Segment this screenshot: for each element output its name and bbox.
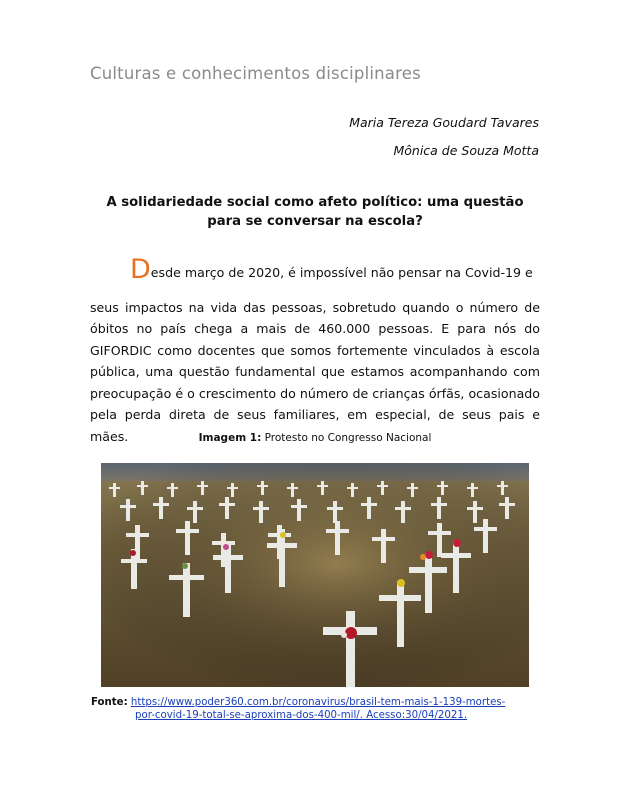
caption-label: Imagem 1: <box>198 432 262 444</box>
article-title-line-1: A solidariedade social como afeto político: uma questão <box>106 195 524 210</box>
first-paragraph-line <box>90 254 540 285</box>
paragraph-body: seus impactos na vida das pessoas, sobretudo quando o número de óbitos no país chega a mais de 460.000 pessoas. E para nós do GIFORDIC como docentes que somos fortemente vinculados à escola pública, uma questão fundamental que estamos acompanhando com preocupação é o crescimento do número de crianças órfãs, ocasionado pela perda direta de seus familiares, em especial, de seus pais e mães. <box>90 299 540 444</box>
article-title <box>90 193 540 231</box>
first-line-text: esde março de 2020, é impossível não pensar na Covid-19 e <box>150 265 533 280</box>
article-body <box>90 254 540 447</box>
author-2: Mônica de Souza Motta <box>393 143 539 158</box>
caption-text: Protesto no Congresso Nacional <box>264 432 432 444</box>
source-label: Fonte: <box>91 697 128 708</box>
article-title-line-2: para se conversar na escola? <box>207 214 423 229</box>
source-link[interactable]: https://www.poder360.com.br/coronavirus/brasil-tem-mais-1-139-mortes- <box>130 697 506 708</box>
author-1: Maria Tereza Goudard Tavares <box>349 115 539 130</box>
protest-photo <box>101 463 529 687</box>
figure-caption <box>0 432 630 444</box>
drop-cap: D <box>130 254 151 285</box>
figure-source <box>91 697 505 722</box>
section-title: Culturas e conhecimentos disciplinares <box>90 64 421 83</box>
source-link-continued[interactable]: por-covid-19-total-se-aproxima-dos-400-mil/. Acesso:30/04/2021. <box>135 709 468 721</box>
